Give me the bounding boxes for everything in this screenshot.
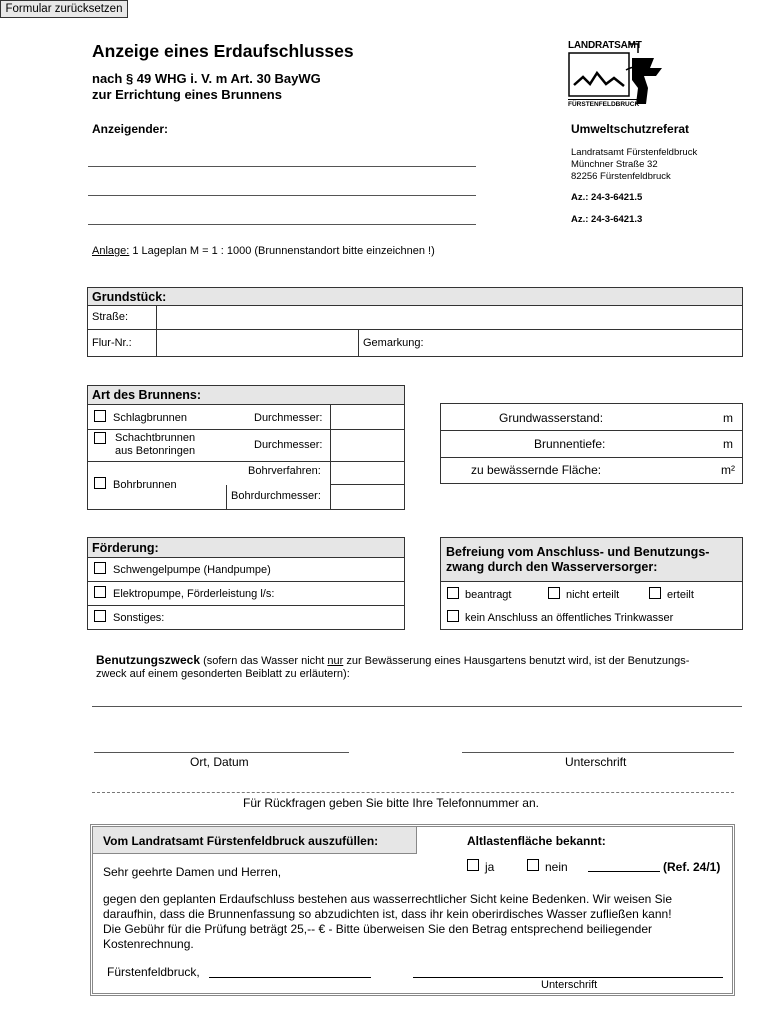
logo-top-text: LANDRATSAMT — [568, 40, 642, 51]
requested-label: beantragt — [465, 589, 512, 601]
no-connection-row — [441, 606, 742, 629]
checkbox-other[interactable] — [94, 610, 106, 622]
divider — [358, 329, 359, 356]
signature-line[interactable] — [462, 752, 734, 753]
applicant-line-1[interactable] — [88, 166, 476, 167]
attachment-label: Anlage: — [92, 245, 130, 257]
checkbox-requested[interactable] — [447, 587, 459, 599]
subtitle-1: nach § 49 WHG i. V. m Art. 30 BayWG — [92, 71, 321, 86]
irrigated-area-row[interactable] — [441, 457, 742, 483]
drilling-diameter-label: Bohrdurchmesser: — [231, 490, 321, 502]
office-place-label: Fürstenfeldbruck, — [107, 965, 200, 979]
department-name: Umweltschutzreferat — [571, 122, 690, 136]
checkbox-bohrbrunnen[interactable] — [94, 477, 106, 489]
not-granted-label: nicht erteilt — [566, 589, 620, 601]
bohrbrunnen-label: Bohrbrunnen — [113, 479, 177, 491]
reset-form-button[interactable]: Formular zurücksetzen — [0, 0, 128, 18]
groundwater-row[interactable] — [441, 404, 742, 431]
office-signature-line[interactable] — [413, 977, 723, 978]
pumping-header — [88, 538, 404, 558]
row-bohr — [88, 461, 404, 509]
office-address — [571, 147, 697, 183]
groundwater-label: Grundwasserstand: — [499, 411, 604, 425]
other-label: Sonstiges: — [113, 612, 165, 624]
exemption-header — [441, 538, 742, 582]
row-other — [88, 605, 404, 629]
exemption-section — [440, 537, 743, 630]
page-title: Anzeige eines Erdaufschlusses — [92, 41, 354, 61]
no-label: nein — [545, 860, 568, 874]
drilling-method-input[interactable] — [331, 461, 404, 484]
district-logo — [566, 40, 672, 110]
parcel-number-input[interactable] — [157, 329, 358, 356]
parcel-row — [88, 329, 742, 356]
schlagbrunnen-label: Schlagbrunnen — [113, 412, 188, 424]
checkbox-no-connection[interactable] — [447, 610, 459, 622]
office-use-section — [90, 824, 735, 996]
place-date-label: Ort, Datum — [190, 755, 249, 769]
applicant-line-2[interactable] — [88, 195, 476, 196]
office-letter-body: gegen den geplanten Erdaufschluss bestehen aus wasserrechtlicher Sicht keine Bedenken. Wir weisen Sie daraufhin, dass die Brunnenfassung so abzudichten ist, dass ihr kein oberirdisches Wasser zufließen kann! Die Gebühr für die Prüfung beträgt 25,-- € - Bitte überweisen Sie den Betrag entsprechend beiliegender Kostenrechnung. — [103, 892, 673, 951]
row-electric-pump — [88, 581, 404, 606]
well-depth-row[interactable] — [441, 430, 742, 458]
signature-label: Unterschrift — [565, 755, 627, 769]
checkbox-not-granted[interactable] — [548, 587, 560, 599]
unit-m: m — [723, 411, 733, 425]
greeting: Sehr geehrte Damen und Herren, — [103, 865, 282, 879]
granted-label: erteilt — [667, 589, 694, 601]
checkbox-no[interactable] — [527, 859, 539, 871]
address-line: 82256 Fürstenfeldbruck — [571, 171, 671, 182]
pumping-section — [87, 537, 405, 630]
checkbox-hand-pump[interactable] — [94, 562, 106, 574]
row-schlag — [88, 404, 404, 430]
subtitle-2: zur Errichtung eines Brunnens — [92, 87, 282, 102]
attachment-text: 1 Lageplan M = 1 : 1000 (Brunnenstandort bitte einzeichnen !) — [129, 245, 435, 257]
usage-purpose-line[interactable] — [92, 706, 742, 707]
pumping-title: Förderung: — [92, 541, 159, 555]
applicant-label: Anzeigender: — [92, 122, 169, 136]
usage-purpose-label: Benutzungszweck — [96, 653, 201, 667]
exemption-title: Befreiung vom Anschluss- und Benutzungs- zwang durch den Wasserversorger: — [446, 545, 710, 574]
address-line: Landratsamt Fürstenfeldbruck — [571, 147, 698, 158]
file-reference-1: Az.: 24-3-6421.5 — [571, 192, 643, 203]
unit-m2: m² — [721, 463, 735, 477]
contaminated-site-label: Altlastenfläche bekannt: — [467, 834, 606, 848]
place-date-line[interactable] — [94, 752, 349, 753]
checkbox-schachtbrunnen[interactable] — [94, 432, 106, 444]
district-label: Gemarkung: — [363, 337, 424, 349]
attachment-note — [92, 245, 435, 257]
file-reference-2: Az.: 24-3-6421.3 — [571, 214, 643, 225]
well-type-title: Art des Brunnens: — [92, 388, 202, 402]
checkbox-electric-pump[interactable] — [94, 586, 106, 598]
property-header — [88, 288, 742, 306]
address-line: Münchner Straße 32 — [571, 159, 658, 170]
no-connection-label: kein Anschluss an öffentliches Trinkwasser — [465, 612, 674, 624]
diameter-label: Durchmesser: — [254, 412, 323, 424]
property-title: Grundstück: — [92, 290, 167, 304]
reference-line[interactable] — [588, 871, 660, 872]
drilling-method-label: Bohrverfahren: — [248, 465, 321, 477]
office-signature-label: Unterschrift — [541, 979, 598, 991]
diameter-input-1[interactable] — [331, 404, 404, 429]
property-section — [87, 287, 743, 357]
well-depth-label: Brunnentiefe: — [534, 437, 606, 451]
applicant-line-3[interactable] — [88, 224, 476, 225]
electric-pump-label: Elektropumpe, Förderleistung l/s: — [113, 588, 275, 600]
checkbox-schlagbrunnen[interactable] — [94, 410, 106, 422]
drilling-diameter-input[interactable] — [331, 485, 404, 509]
street-input[interactable] — [157, 305, 742, 329]
reference-label: (Ref. 24/1) — [663, 860, 721, 874]
schachtbrunnen-label: Schachtbrunnen aus Betonringen — [115, 432, 196, 457]
office-date-line[interactable] — [209, 977, 371, 978]
street-label: Straße: — [92, 311, 129, 323]
office-use-header — [93, 827, 417, 854]
usage-purpose-text: Benutzungszweck (sofern das Wasser nicht nur zur Bewässerung eines Hausgartens benutzt wird, ist der Benutzungs- zweck auf einem gesonderten Beiblatt zu erläutern): — [96, 653, 690, 680]
divider — [226, 485, 227, 509]
hand-pump-label: Schwengelpumpe (Handpumpe) — [113, 564, 271, 576]
parcel-number-label: Flur-Nr.: — [92, 337, 132, 349]
row-hand-pump — [88, 557, 404, 582]
row-schacht — [88, 429, 404, 462]
phone-note: Für Rückfragen geben Sie bitte Ihre Telefonnummer an. — [243, 796, 539, 810]
phone-line[interactable] — [92, 792, 734, 793]
street-row — [88, 305, 742, 330]
diameter-label: Durchmesser: — [254, 439, 323, 451]
office-use-title: Vom Landratsamt Fürstenfeldbruck auszufüllen: — [103, 834, 379, 848]
exemption-status-row — [441, 581, 742, 606]
yes-label: ja — [485, 860, 495, 874]
well-type-header — [88, 386, 404, 405]
checkbox-yes[interactable] — [467, 859, 479, 871]
water-measurements-section — [440, 403, 743, 484]
logo-bottom-text: FÜRSTENFELDBRUCK — [568, 101, 640, 108]
diameter-input-2[interactable] — [331, 429, 404, 461]
unit-m: m — [723, 437, 733, 451]
checkbox-granted[interactable] — [649, 587, 661, 599]
irrigated-area-label: zu bewässernde Fläche: — [471, 463, 602, 477]
well-type-section — [87, 385, 405, 510]
